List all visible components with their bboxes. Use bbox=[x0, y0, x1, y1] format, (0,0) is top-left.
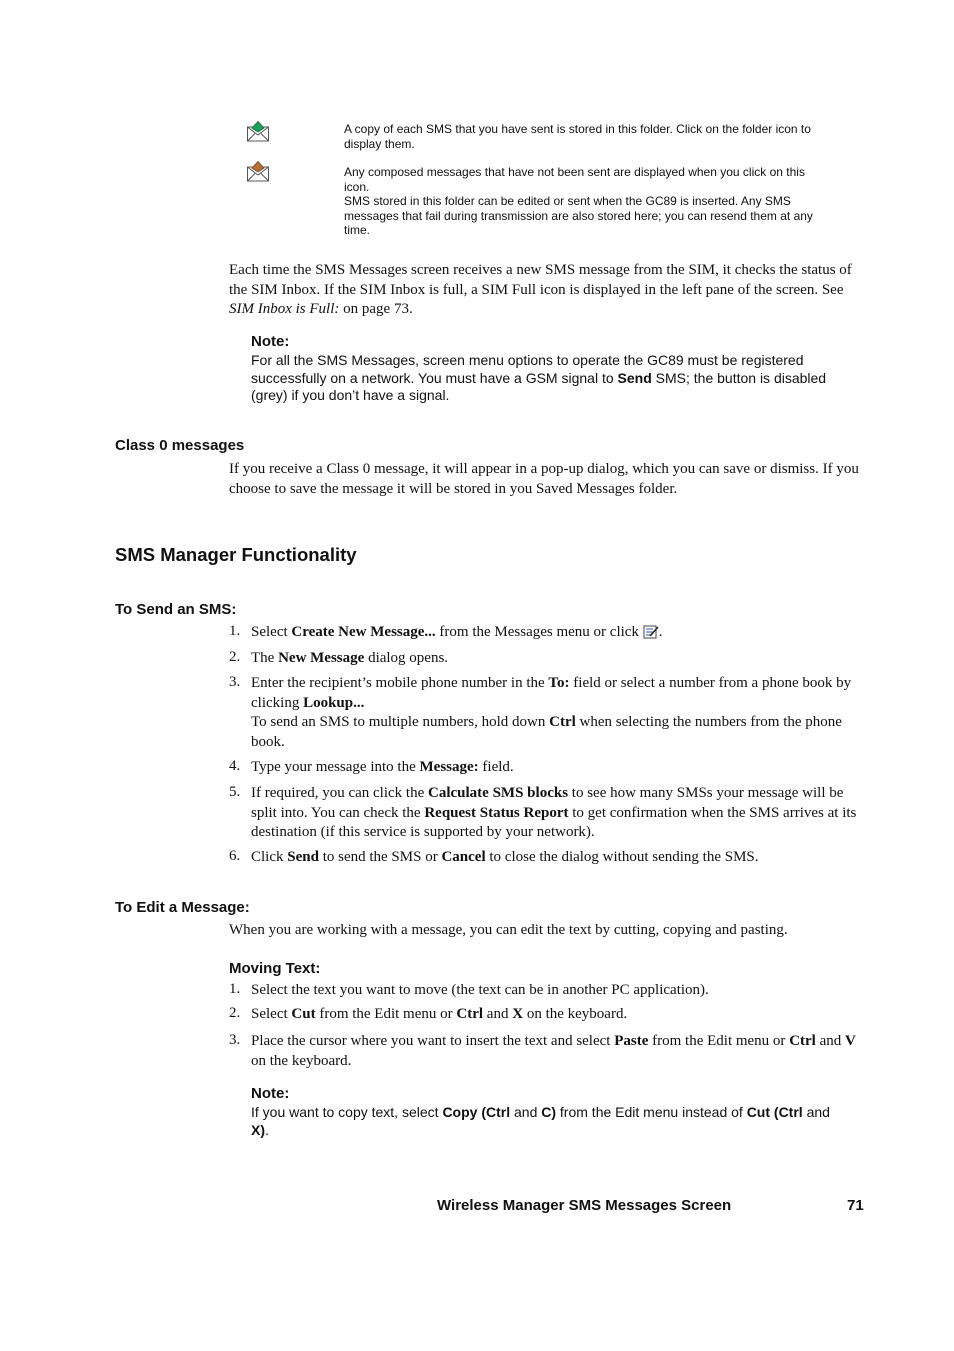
drafts-folder-text-1: Any composed messages that have not been sent are displayed when you click on this icon. bbox=[344, 165, 805, 194]
send-step-3-c: field or select a number from a phone book by clicking bbox=[251, 675, 852, 711]
send-step-3 bbox=[251, 674, 866, 752]
note-text-send: Send bbox=[617, 369, 652, 386]
send-step-2-a: The bbox=[251, 650, 279, 666]
send-step-2-c: dialog opens. bbox=[364, 650, 449, 666]
note2-g: and bbox=[802, 1104, 830, 1120]
send-step-3-a: Enter the recipient’s mobile phone number in the bbox=[251, 675, 549, 691]
move-step-3-d: Ctrl bbox=[789, 1033, 816, 1049]
note2-e: from the Edit menu instead of bbox=[556, 1104, 747, 1120]
move-step-2-d: Ctrl bbox=[456, 1006, 484, 1022]
send-step-5-a: If required, you can click the bbox=[251, 785, 429, 801]
move-step-2-number: 2. bbox=[229, 1005, 241, 1021]
send-step-1 bbox=[251, 623, 866, 643]
send-step-6-c: to send the SMS or bbox=[318, 849, 442, 865]
note2-text bbox=[251, 1104, 851, 1139]
send-step-4-c: field. bbox=[478, 759, 514, 775]
move-step-1: Select the text you want to move (the text can be in another PC application). bbox=[251, 982, 709, 998]
send-step-5-number: 5. bbox=[229, 784, 241, 800]
note2-b: Copy (Ctrl bbox=[442, 1104, 511, 1120]
send-step-3-d: Lookup... bbox=[303, 694, 365, 711]
sent-folder-description: A copy of each SMS that you have sent is stored in this folder. Click on the folder icon to display them. bbox=[344, 122, 811, 151]
send-step-4-a: Type your message into the bbox=[251, 759, 420, 775]
move-step-3-c: from the Edit menu or bbox=[648, 1033, 790, 1049]
send-step-4-b: Message: bbox=[419, 759, 479, 775]
send-step-5 bbox=[251, 784, 866, 843]
note-text bbox=[251, 352, 851, 405]
note2-f: Cut (Ctrl bbox=[746, 1104, 803, 1120]
send-step-4-number: 4. bbox=[229, 758, 241, 774]
send-step-3-g: when selecting the numbers from the phone book. bbox=[251, 714, 842, 750]
move-step-3-e: and bbox=[815, 1033, 846, 1049]
send-step-6-number: 6. bbox=[229, 848, 241, 864]
intro-text: Each time the SMS Messages screen receives a new SMS message from the SIM, it checks the status of the SIM Inbox. If the SIM Inbox is full, a SIM Full icon is displayed in the left pane of the screen. See bbox=[229, 262, 852, 298]
note2-d: C) bbox=[541, 1104, 557, 1120]
note2-a: If you want to copy text, select bbox=[251, 1104, 443, 1120]
move-step-2 bbox=[251, 1005, 866, 1025]
drafts-folder-description bbox=[344, 165, 829, 238]
move-step-1-number: 1. bbox=[229, 981, 241, 997]
note-text-post: SMS; the button is disabled (grey) if you don’t have a signal. bbox=[251, 369, 827, 403]
edit-message-paragraph: When you are working with a message, you can edit the text by cutting, copying and pasting. bbox=[229, 922, 788, 938]
send-step-2 bbox=[251, 649, 866, 669]
send-step-5-e: to get confirmation when the SMS arrives at its destination (if this service is supported by your network). bbox=[251, 804, 857, 840]
note-text-pre: For all the SMS Messages, screen menu options to operate the GC89 must be registered successfully on a network. You must have a GSM signal to bbox=[251, 352, 804, 386]
move-step-2-c: from the Edit menu or bbox=[315, 1006, 457, 1022]
note2-c: and bbox=[510, 1104, 542, 1120]
note-title: Note: bbox=[251, 333, 290, 350]
move-step-3-number: 3. bbox=[229, 1032, 241, 1048]
send-step-3-f: Ctrl bbox=[549, 714, 576, 730]
note2-h: X) bbox=[251, 1121, 265, 1138]
moving-text-heading: Moving Text: bbox=[229, 960, 321, 977]
sim-inbox-full-link[interactable]: SIM Inbox is Full: bbox=[229, 301, 340, 317]
note2-i: . bbox=[265, 1121, 269, 1138]
note2-title: Note: bbox=[251, 1085, 290, 1102]
send-step-3-e: To send an SMS to multiple numbers, hold down bbox=[251, 714, 550, 730]
send-sms-heading: To Send an SMS: bbox=[115, 601, 237, 618]
send-step-2-b: New Message bbox=[278, 650, 365, 666]
send-step-6-d: Cancel bbox=[441, 849, 486, 865]
sent-folder-envelope-icon bbox=[246, 120, 270, 142]
send-step-4 bbox=[251, 758, 866, 778]
class0-paragraph: If you receive a Class 0 message, it will appear in a pop-up dialog, which you can save or dismiss. If you choose to save the message it will be stored in you Saved Messages folder. bbox=[229, 461, 859, 497]
edit-message-heading: To Edit a Message: bbox=[115, 899, 250, 916]
move-step-2-g: on the keyboard. bbox=[523, 1006, 628, 1022]
send-step-1-d: . bbox=[658, 624, 663, 640]
move-step-2-a: Select bbox=[251, 1006, 292, 1022]
move-step-3-b: Paste bbox=[614, 1033, 649, 1049]
send-step-5-b: Calculate SMS blocks bbox=[428, 785, 569, 801]
intro-paragraph bbox=[229, 261, 869, 320]
send-step-1-c: from the Messages menu or click bbox=[435, 624, 643, 640]
move-step-3-f: V bbox=[845, 1033, 856, 1049]
send-step-5-d: Request Status Report bbox=[424, 804, 569, 821]
move-step-3-a: Place the cursor where you want to insert the text and select bbox=[251, 1033, 615, 1049]
intro-tail: on page 73. bbox=[343, 301, 413, 317]
section-title: SMS Manager Functionality bbox=[115, 544, 357, 565]
move-step-2-e: and bbox=[483, 1006, 513, 1022]
move-step-3-g: on the keyboard. bbox=[251, 1052, 352, 1069]
send-step-6-b: Send bbox=[287, 849, 319, 865]
drafts-folder-envelope-icon bbox=[246, 160, 270, 182]
class0-heading: Class 0 messages bbox=[115, 437, 245, 454]
send-step-6-a: Click bbox=[251, 849, 288, 865]
send-step-1-number: 1. bbox=[229, 623, 241, 639]
drafts-folder-text-2: SMS stored in this folder can be edited or sent when the GC89 is inserted. Any SMS messages that fail during transmission are also stored here; you can resend them at any time. bbox=[344, 194, 813, 238]
move-step-3 bbox=[251, 1032, 866, 1071]
move-step-2-f: X bbox=[512, 1006, 524, 1022]
send-step-6-e: to close the dialog without sending the SMS. bbox=[485, 849, 759, 865]
send-step-1-a: Select bbox=[251, 624, 292, 640]
footer-title: Wireless Manager SMS Messages Screen bbox=[437, 1197, 732, 1214]
send-step-5-c: to see how many SMSs your message will be split into. You can check the bbox=[251, 785, 844, 821]
new-message-icon bbox=[643, 624, 659, 639]
send-step-1-b: Create New Message... bbox=[291, 624, 436, 640]
send-step-2-number: 2. bbox=[229, 649, 241, 665]
send-step-3-b: To: bbox=[548, 675, 570, 691]
page-number: 71 bbox=[847, 1197, 864, 1214]
send-step-3-number: 3. bbox=[229, 674, 241, 690]
move-step-2-b: Cut bbox=[291, 1006, 316, 1022]
send-step-6 bbox=[251, 848, 866, 868]
